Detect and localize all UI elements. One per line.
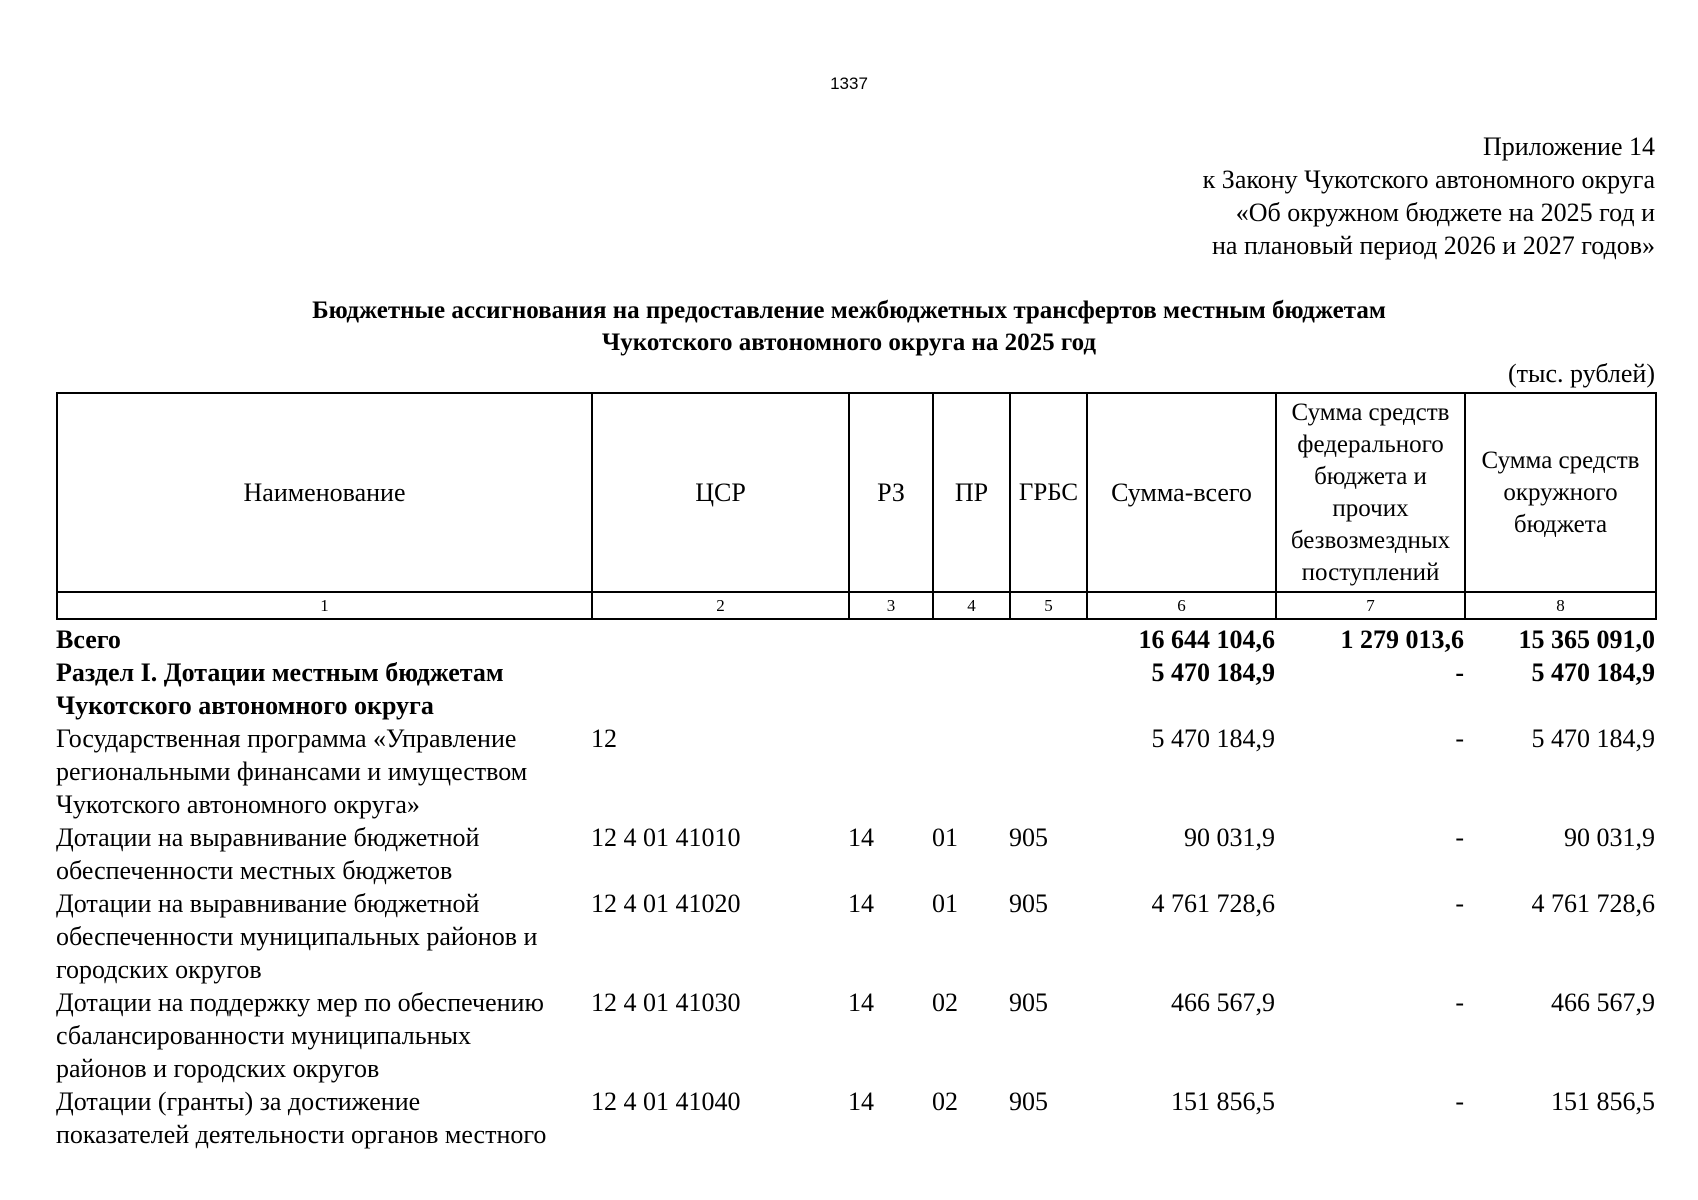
column-number: 3 [849, 592, 933, 619]
row-name-line: обеспеченности местных бюджетов [56, 856, 453, 885]
header-name: Наименование [57, 393, 592, 592]
row-name-line: показателей деятельности органов местного [56, 1120, 547, 1149]
header-federal-line: федерального [1297, 430, 1444, 458]
row-grbs [1009, 656, 1086, 722]
table-row [56, 887, 1655, 986]
row-pr [932, 623, 1009, 656]
row-name-line: Всего [56, 625, 121, 654]
header-row [57, 393, 1656, 592]
budget-table [56, 623, 1655, 1151]
table-row [56, 1085, 1655, 1151]
table-row-section [56, 656, 1655, 722]
table-row-total [56, 623, 1655, 656]
row-federal: - [1455, 724, 1464, 753]
row-federal: - [1455, 823, 1464, 852]
row-federal: - [1455, 1087, 1464, 1116]
row-csr: 12 4 01 41010 [591, 823, 741, 852]
header-csr: ЦСР [592, 393, 849, 592]
table-header [56, 392, 1657, 620]
row-federal: 1 279 013,6 [1340, 625, 1464, 654]
row-rz: 14 [848, 889, 874, 918]
row-rz: 14 [848, 823, 874, 852]
appendix-line: «Об окружном бюджете на 2025 год и [1235, 198, 1655, 227]
row-name [56, 821, 591, 887]
column-number: 2 [592, 592, 849, 619]
header-regional [1465, 393, 1656, 592]
header-federal-line: поступлений [1301, 558, 1440, 586]
appendix-line: Приложение 14 [1482, 132, 1655, 161]
row-total: 5 470 184,9 [1151, 658, 1275, 687]
row-name [56, 887, 591, 986]
row-name-line: Дотации на поддержку мер по обеспечению [56, 988, 544, 1017]
title-line: Чукотского автономного округа на 2025 год [601, 329, 1097, 356]
row-csr: 12 [591, 724, 617, 753]
header-federal-line: безвозмездных [1290, 526, 1451, 554]
row-pr: 01 [932, 823, 958, 852]
row-name [56, 986, 591, 1085]
row-grbs [1009, 722, 1086, 821]
row-pr [932, 722, 1009, 821]
column-number: 1 [57, 592, 592, 619]
row-name [56, 656, 591, 722]
table-row [56, 821, 1655, 887]
header-regional-line: Сумма средств [1481, 446, 1640, 474]
row-name [56, 1085, 591, 1151]
row-grbs [1009, 623, 1086, 656]
row-name-line: Дотации на выравнивание бюджетной [56, 889, 480, 918]
row-rz [848, 623, 932, 656]
row-pr: 02 [932, 1087, 958, 1116]
header-regional-line: бюджета [1513, 510, 1608, 538]
header-federal-line: Сумма средств [1291, 398, 1450, 426]
table-row [56, 722, 1655, 821]
row-total: 466 567,9 [1171, 988, 1275, 1017]
table-row [56, 986, 1655, 1085]
row-name-line: городских округов [56, 955, 262, 984]
header-federal-line: прочих [1332, 494, 1409, 522]
row-total: 90 031,9 [1184, 823, 1275, 852]
row-grbs: 905 [1009, 823, 1048, 852]
column-number: 7 [1276, 592, 1465, 619]
units-label: (тыс. рублей) [1507, 359, 1655, 388]
title-line: Бюджетные ассигнования на предоставление межбюджетных трансфертов местным бюджетам [312, 297, 1386, 324]
row-csr: 12 4 01 41020 [591, 889, 741, 918]
row-federal: - [1455, 658, 1464, 687]
column-number: 6 [1087, 592, 1276, 619]
row-name [56, 722, 591, 821]
row-total: 151 856,5 [1171, 1087, 1275, 1116]
row-csr: 12 4 01 41030 [591, 988, 741, 1017]
row-name-line: Государственная программа «Управление [56, 724, 517, 753]
row-regional: 151 856,5 [1551, 1087, 1655, 1116]
row-pr: 01 [932, 889, 958, 918]
row-regional: 466 567,9 [1551, 988, 1655, 1017]
row-pr: 02 [932, 988, 958, 1017]
appendix-header [1203, 130, 1655, 262]
row-csr [591, 623, 848, 656]
row-csr: 12 4 01 41040 [591, 1087, 741, 1116]
document-title [0, 295, 1698, 359]
row-regional: 90 031,9 [1564, 823, 1655, 852]
row-regional: 4 761 728,6 [1531, 889, 1655, 918]
row-name-line: Чукотского автономного округа [56, 691, 434, 720]
row-name-line: обеспеченности муниципальных районов и [56, 922, 538, 951]
row-grbs: 905 [1009, 889, 1048, 918]
row-csr [591, 656, 848, 722]
row-total: 16 644 104,6 [1138, 625, 1275, 654]
row-name-line: Чукотского автономного округа» [56, 790, 420, 819]
row-name-line: сбалансированности муниципальных [56, 1021, 472, 1050]
header-regional-line: окружного [1503, 478, 1618, 506]
row-regional: 15 365 091,0 [1518, 625, 1655, 654]
page-number: 1337 [830, 74, 868, 93]
row-name [56, 623, 591, 656]
row-rz [848, 722, 932, 821]
row-grbs: 905 [1009, 988, 1048, 1017]
column-number: 8 [1465, 592, 1656, 619]
row-total: 4 761 728,6 [1151, 889, 1275, 918]
row-name-line: районов и городских округов [56, 1054, 380, 1083]
header-federal [1276, 393, 1465, 592]
header-rz: РЗ [849, 393, 933, 592]
appendix-line: на плановый период 2026 и 2027 годов» [1212, 231, 1655, 260]
header-grbs: ГРБС [1010, 393, 1087, 592]
row-federal: - [1455, 988, 1464, 1017]
row-total: 5 470 184,9 [1151, 724, 1275, 753]
header-total: Сумма-всего [1087, 393, 1276, 592]
row-name-line: региональными финансами и имуществом [56, 757, 528, 786]
row-federal: - [1455, 889, 1464, 918]
column-number: 4 [933, 592, 1010, 619]
row-rz: 14 [848, 988, 874, 1017]
row-name-line: Дотации на выравнивание бюджетной [56, 823, 480, 852]
appendix-line: к Закону Чукотского автономного округа [1202, 165, 1655, 194]
row-name-line: Раздел I. Дотации местным бюджетам [56, 658, 504, 687]
row-rz: 14 [848, 1087, 874, 1116]
row-pr [932, 656, 1009, 722]
row-regional: 5 470 184,9 [1531, 724, 1655, 753]
column-number: 5 [1010, 592, 1087, 619]
header-pr: ПР [933, 393, 1010, 592]
row-name-line: Дотации (гранты) за достижение [56, 1087, 421, 1116]
header-federal-line: бюджета и [1314, 462, 1427, 490]
row-rz [848, 656, 932, 722]
row-regional: 5 470 184,9 [1531, 658, 1655, 687]
column-number-row [57, 592, 1656, 619]
row-grbs: 905 [1009, 1087, 1048, 1116]
